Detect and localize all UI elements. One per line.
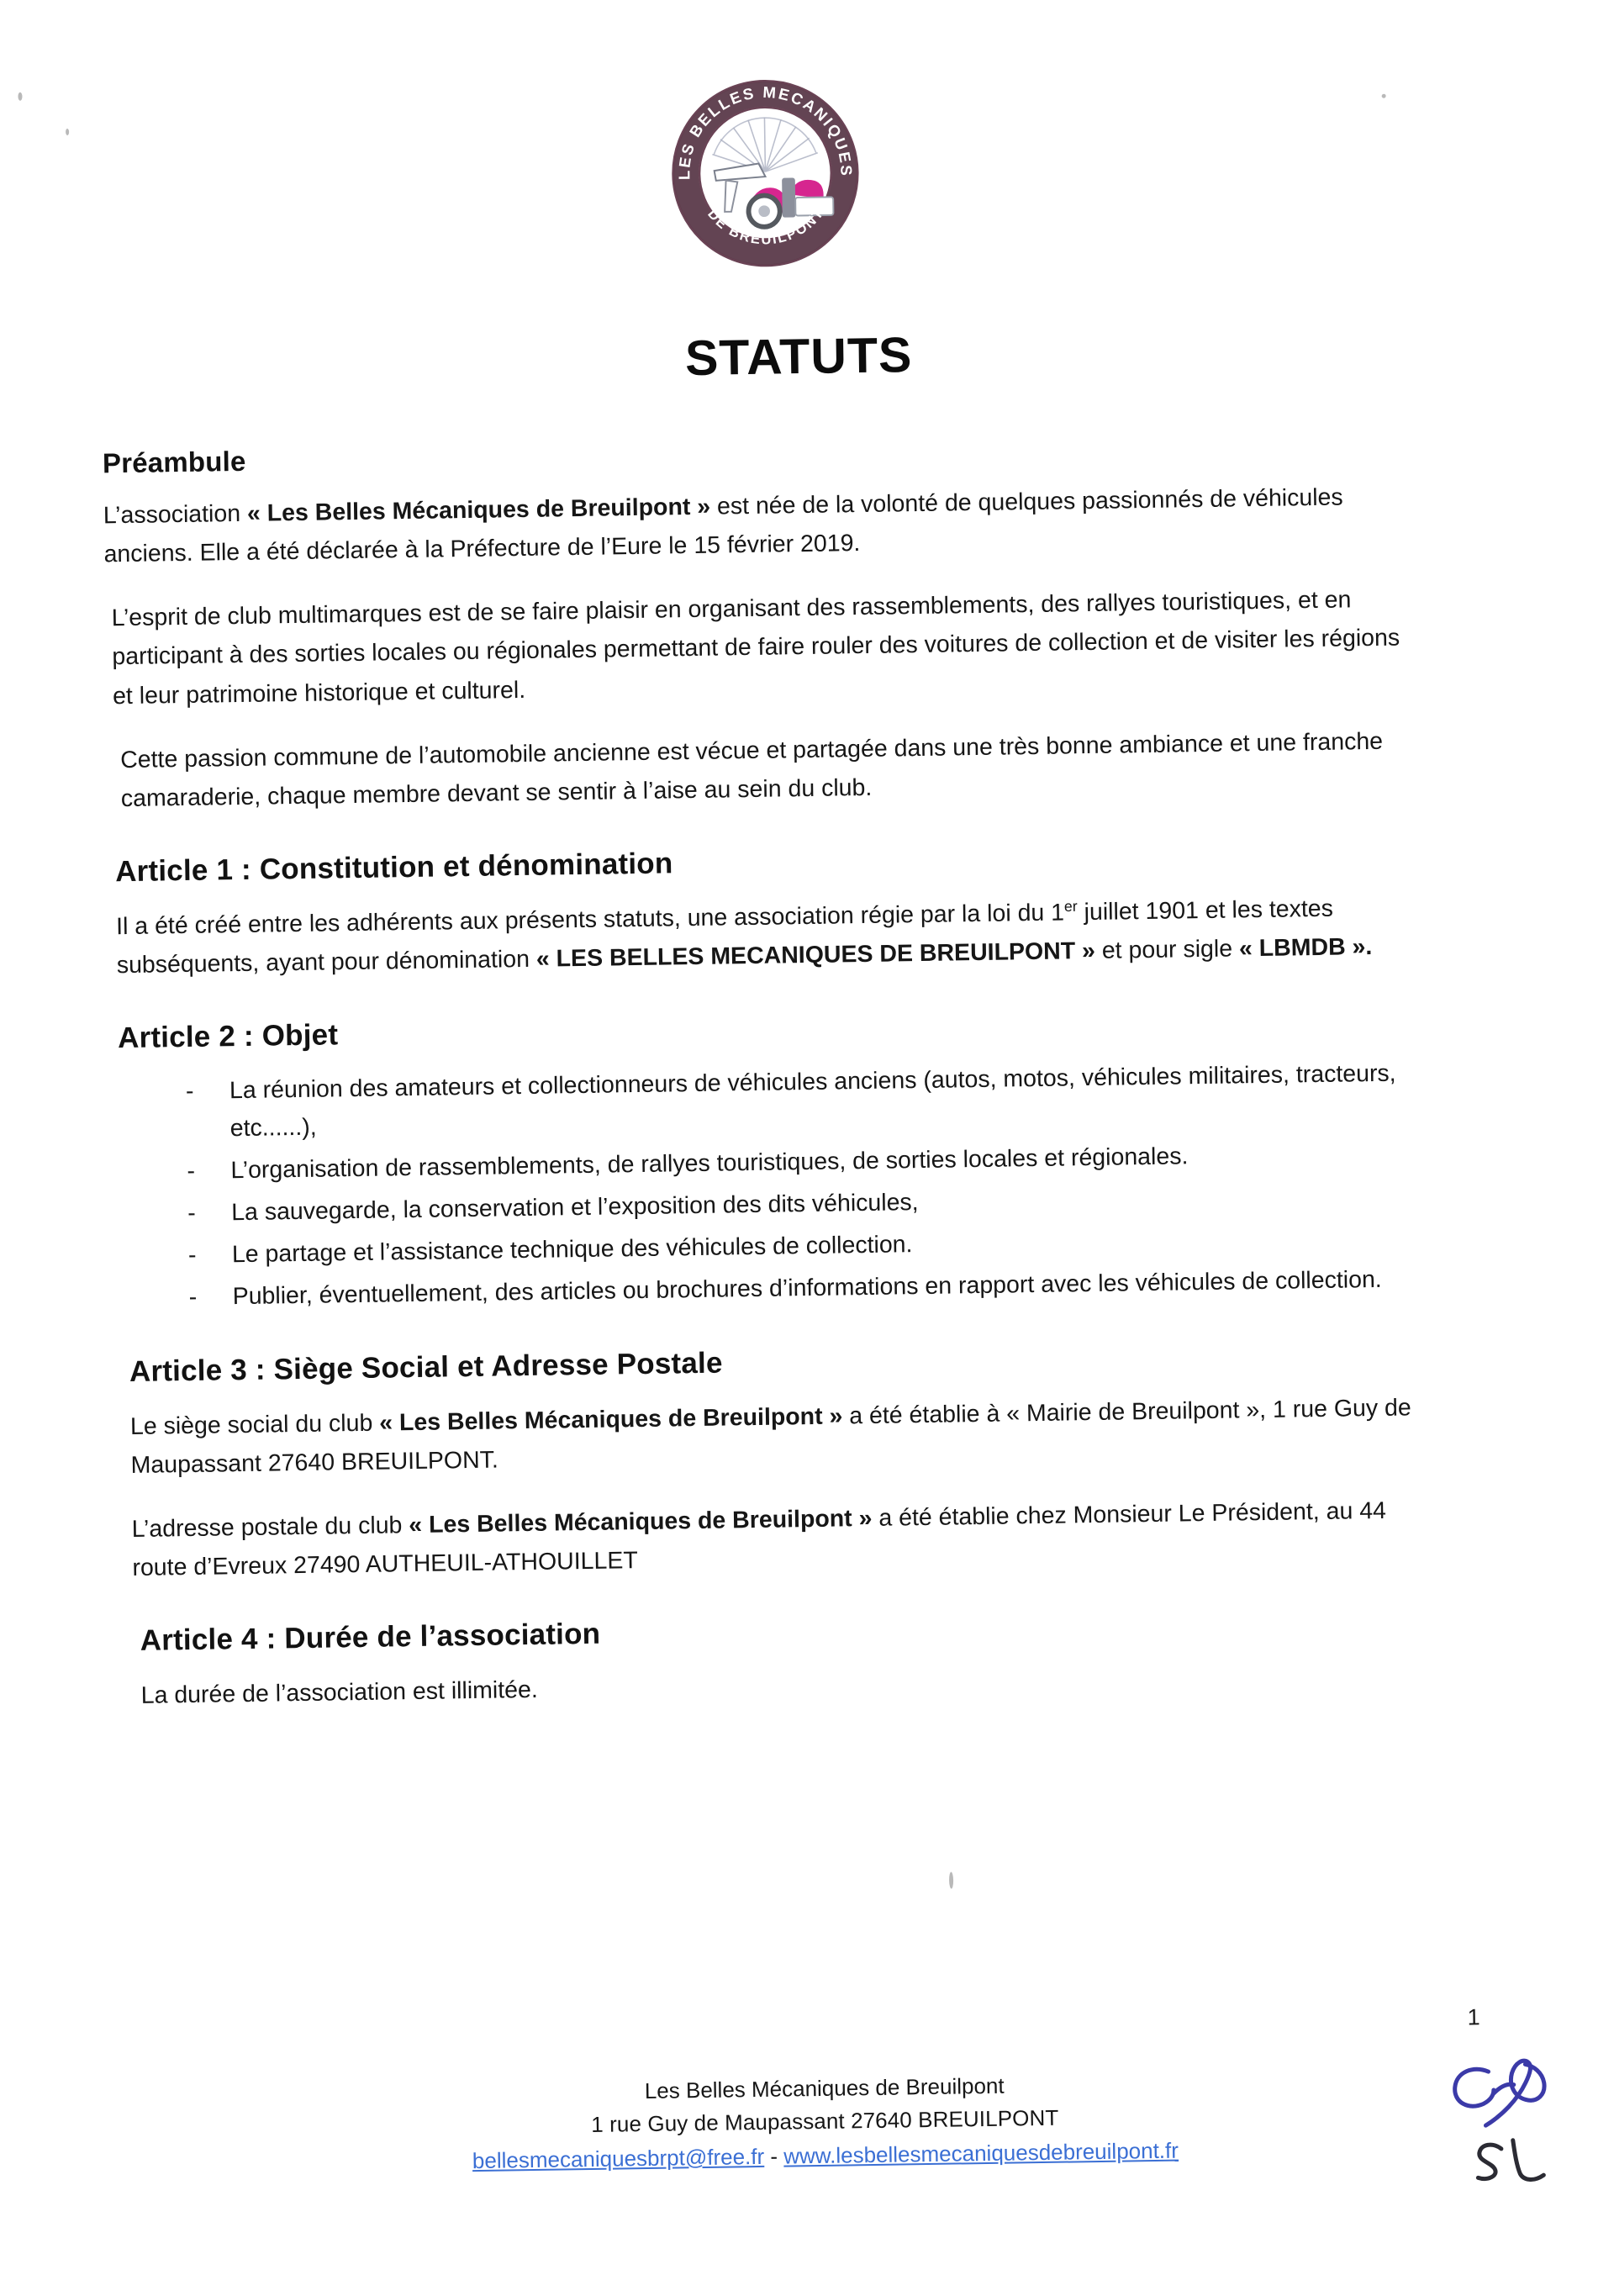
page-number: 1 (1467, 2004, 1480, 2030)
heading-article-4: Article 4 : Durée de l’association (140, 1617, 601, 1657)
list-item-text: Le partage et l’assistance technique des véhicules de collection. (231, 1231, 913, 1269)
text-run: Il a été créé entre les adhérents aux présents statuts, une association régie par la loi du 1 (115, 899, 1065, 941)
list-bullet-dash: - (188, 1284, 198, 1312)
text-run-bold: « LES BELLES MECANIQUES DE BREUILPONT » (535, 937, 1096, 974)
heading-article-2: Article 2 : Objet (117, 1018, 339, 1055)
preamble-paragraph-2 (104, 579, 1426, 715)
text-run: L’adresse postale du club (131, 1511, 409, 1543)
page-footer (18, 2061, 1614, 2184)
heading-preambule: Préambule (102, 445, 246, 479)
text-run-bold: « Les Belles Mécaniques de Breuilpont » (409, 1504, 873, 1539)
text-run: Le siège social du club (129, 1409, 380, 1440)
list-bullet-dash: - (187, 1158, 196, 1185)
list-item (186, 1054, 1432, 1148)
document-body (103, 428, 1441, 1715)
list-item-text: La sauvegarde, la conservation et l’exposition des dits véhicules, (230, 1189, 919, 1227)
article-4-paragraph-1 (120, 1657, 1441, 1715)
text-run: est née de la volonté de quelques passionnés de véhicules anciens. Elle a été déclarée à la Préfecture de l’Eure le 15 février 2019. (103, 483, 1343, 568)
text-run: juillet 1901 et les textes subséquents, ayant pour dénomination (116, 895, 1334, 979)
text-run: a été établie chez Monsieur Le Président, au 44 route d’Evreux 27490 AUTHEUIL-ATHOUILLET (132, 1496, 1387, 1581)
text-run: L’association (103, 499, 248, 530)
text-run: L’esprit de club multimarques est de se faire plaisir en organisant des rassemblements, des rallyes touristiques, et en participant à des sorties locales ou régionales permettant de faire rouler des voitures de collection et de visiter les régions et leur patrimoine historique et culturel. (111, 586, 1400, 710)
text-run: La durée de l’association est illimitée. (140, 1676, 538, 1709)
scan-speck (1382, 94, 1386, 98)
footer-link-separator: - (763, 2143, 784, 2169)
list-item-text: L’organisation de rassemblements, de rallyes touristiques, de sorties locales et régionales. (230, 1143, 1189, 1185)
scan-speck (949, 1872, 953, 1889)
article-2-object-list (112, 1054, 1435, 1317)
text-run: et pour sigle (1094, 935, 1240, 965)
list-bullet-dash: - (185, 1078, 194, 1106)
text-run-bold: « Les Belles Mécaniques de Breuilpont » (378, 1401, 843, 1437)
text-run: a été établie à « Mairie de Breuilpont », 1 rue Guy de Maupassant 27640 BREUILPONT. (130, 1393, 1411, 1479)
list-item-text: Publier, éventuellement, des articles ou brochures d’informations en rapport avec les véhicules de collection. (232, 1266, 1382, 1311)
list-bullet-dash: - (187, 1242, 197, 1269)
heading-article-1: Article 1 : Constitution et dénomination (114, 847, 673, 889)
footer-website-link[interactable]: www.lesbellesmecaniquesdebreuilpont.fr (783, 2137, 1179, 2169)
logo-bottom-text: DE BREUILPONT (704, 204, 828, 248)
list-item-text: La réunion des amateurs et collectionneurs de véhicules anciens (autos, motos, véhicules militaires, tracteurs, etc......), (229, 1060, 1396, 1143)
article-3-paragraph-2 (118, 1491, 1438, 1588)
club-logo (665, 73, 865, 273)
logo-top-text: LES BELLES MECANIQUES (675, 82, 856, 181)
article-1-paragraph-1 (109, 888, 1430, 985)
footer-address: 1 rue Guy de Maupassant 27640 BREUILPONT (591, 2104, 1059, 2137)
list-bullet-dash: - (187, 1200, 196, 1227)
heading-article-3: Article 3 : Siège Social et Adresse Postale (129, 1346, 723, 1388)
text-run-bold: « Les Belles Mécaniques de Breuilpont » (246, 493, 711, 527)
article-3-paragraph-1 (117, 1387, 1437, 1485)
scan-speck (66, 129, 69, 135)
footer-email-link[interactable]: bellesmecaniquesbrpt@free.fr (472, 2143, 765, 2174)
footer-org-name: Les Belles Mécaniques de Breuilpont (644, 2072, 1005, 2104)
preamble-paragraph-3 (107, 721, 1427, 819)
text-run-superscript: er (1063, 897, 1078, 916)
handwritten-initials (1419, 2026, 1614, 2197)
text-run-bold: « LBMDB ». (1238, 933, 1373, 963)
text-run: Cette passion commune de l’automobile ancienne est vécue et partagée dans une très bonne ambiance et une franche camaraderie, chaque membre devant se sentir à l’aise au sein du club. (119, 727, 1384, 813)
scan-speck (18, 92, 22, 101)
page-title: STATUTS (684, 327, 913, 387)
preamble-paragraph-1 (103, 477, 1424, 574)
